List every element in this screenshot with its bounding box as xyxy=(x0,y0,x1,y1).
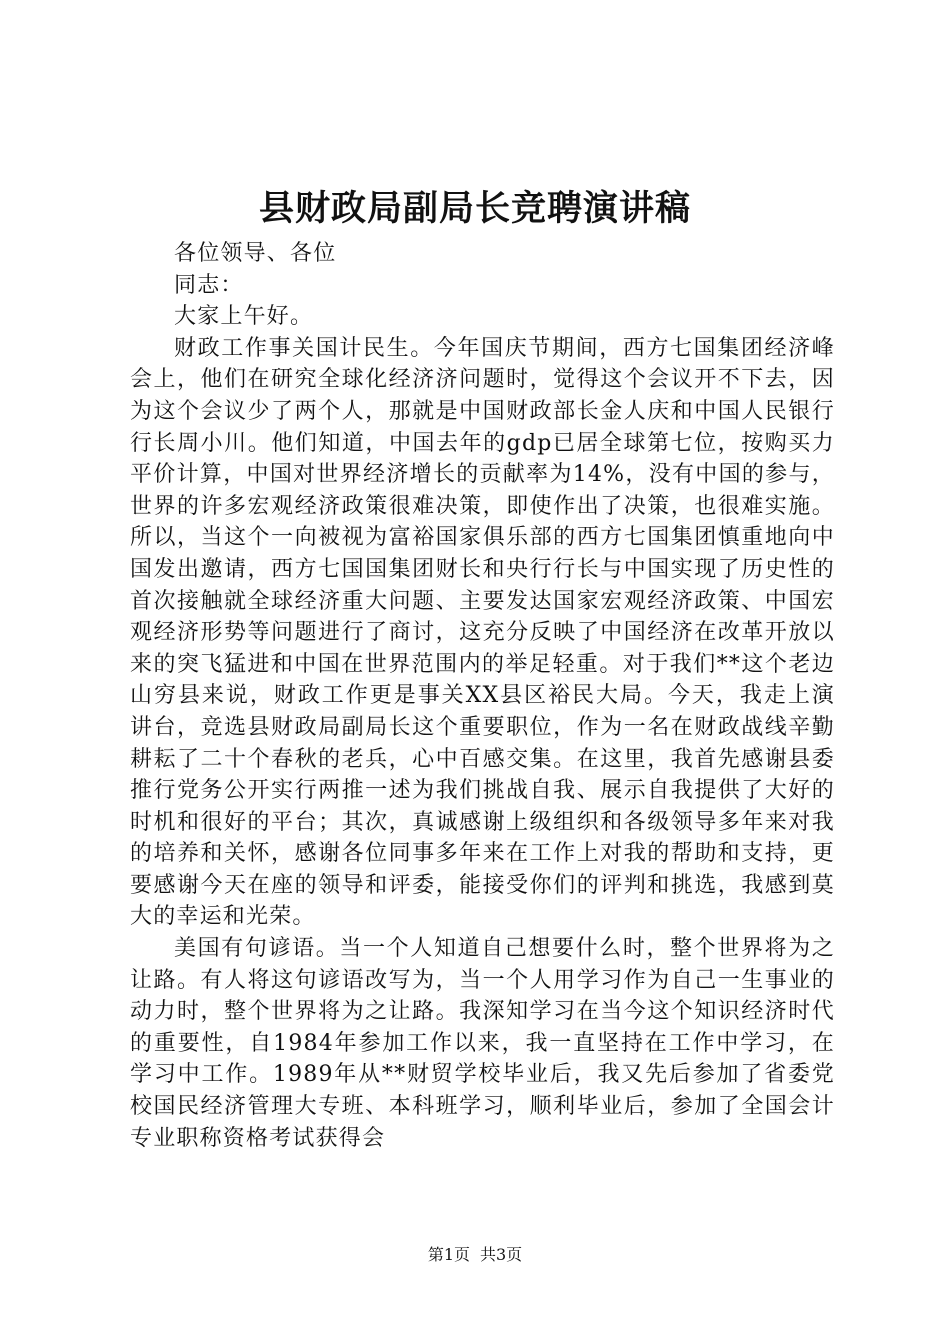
salutation-line-1: 各位领导、各位 xyxy=(174,241,337,266)
document-title: 县财政局副局长竞聘演讲稿 xyxy=(258,188,691,229)
page-number: 第1页 xyxy=(427,1245,470,1264)
body-paragraph: 财政工作事关国计民生。今年国庆节期间，西方七国集团经济峰会上，他们在研究全球化经济济问题时，觉得这个会议开不下去，因为这个会议少了两个人，那就是中国财政部长金人庆和中国人民银行行长周小川。他们知道，中国去年的gdp已居全球第七位，按购买力平价计算，中国对世界经济增长的贡献率为14%，没有中国的参与，世界的许多宏观经济政策很难决策，即使作出了决策，也很难实施。所以，当这个一向被视为富裕国家俱乐部的西方七国集团慎重地向中国发出邀请，西方七国国集团财长和央行行长与中国实现了历史性的首次接触就全球经济重大问题、主要发达国家宏观经济政策、中国宏观经济形势等问题进行了商讨，这充分反映了中国经济在改革开放以来的突飞猛进和中国在世界范围内的举足轻重。对于我们**这个老边山穷县来说，财政工作更是事关XX县区裕民大局。今天，我走上演讲台，竞选县财政局副局长这个重要职位，作为一名在财政战线辛勤耕耘了二十个春秋的老兵，心中百感交集。在这里，我首先感谢县委推行党务公开实行两推一述为我们挑战自我、展示自我提供了大好的时机和很好的平台；其次，真诚感谢上级组织和各级领导多年来对我的培养和关怀，感谢各位同事多年来在工作上对我的帮助和支持，更要感谢今天在座的领导和评委，能接受你们的评判和挑选，我感到莫大的幸运和光荣。 xyxy=(130,335,835,930)
document-body xyxy=(130,238,835,1154)
greeting-line: 大家上午好。 xyxy=(174,304,314,330)
body-paragraph: 美国有句谚语。当一个人知道自己想要什么时，整个世界将为之让路。有人将这句谚语改写为，当一个人用学习作为自己一生事业的动力时，整个世界将为之让路。我深知学习在当今这个知识经济时代的重要性，自1984年参加工作以来，我一直坚持在工作中学习，在学习中工作。1989年从**财贸学校毕业后，我又先后参加了省委党校国民经济管理大专班、本科班学习，顺利毕业后，参加了全国会计专业职称资格考试获得会 xyxy=(130,936,835,1151)
page-total: 共3页 xyxy=(480,1245,523,1264)
page-footer xyxy=(0,1245,950,1265)
salutation-line-2: 同志： xyxy=(174,272,244,298)
